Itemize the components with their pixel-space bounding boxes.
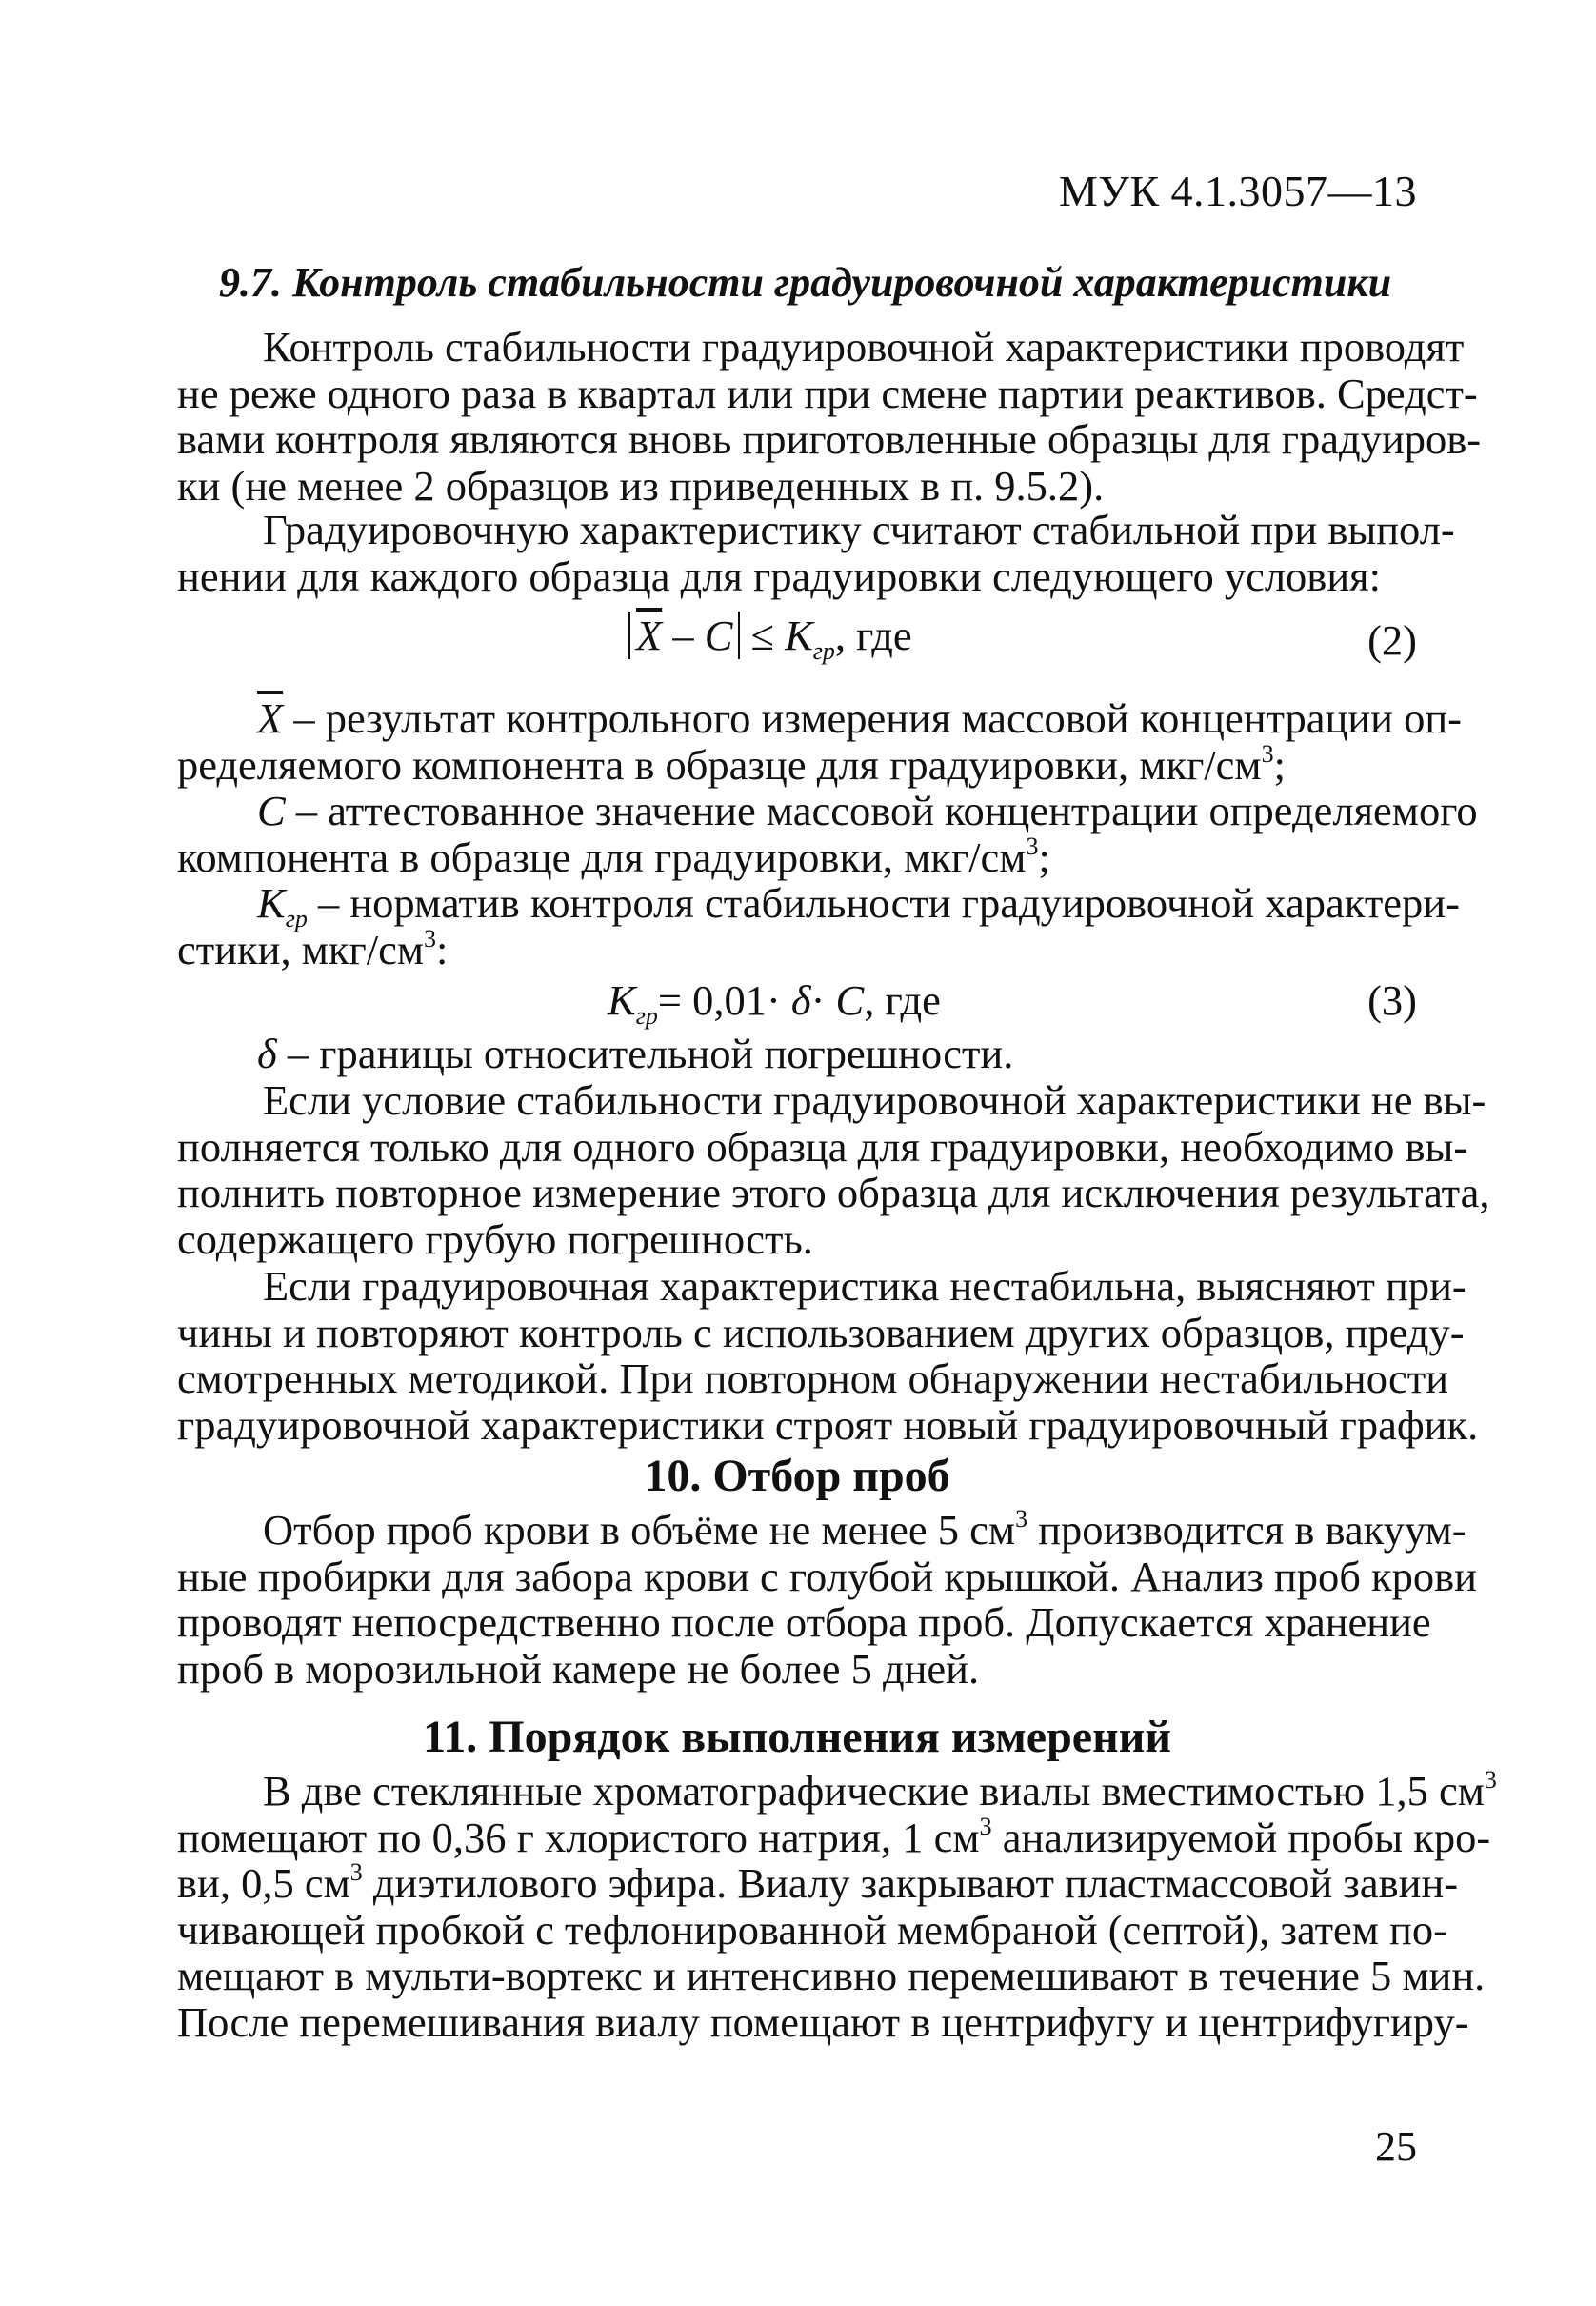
- text-line: ви, 0,5 $см^3$ диэтилового эфира. Виалу закрывают пластмассовой завин-: [177, 1858, 1459, 1907]
- text-line: проб в морозильной камере не более 5 дней.: [177, 1644, 980, 1693]
- text-line: Отбор проб крови в объёме не менее 5 $см^3$ производится в вакуум-: [263, 1505, 1466, 1554]
- text-line: компонента в образце для градуировки, мкг/$см^3$;: [177, 832, 1050, 881]
- section-title-11: 11. Порядок выполнения измерений: [422, 1712, 1172, 1762]
- text-line: В две стеклянные хроматографические виалы вместимостью 1,5 $см^3$: [263, 1766, 1497, 1815]
- absolute-value: $\overline{X}$ – C: [628, 612, 740, 659]
- paragraph-stability-control: [177, 323, 1482, 510]
- text-line: ки (не менее 2 образцов из приведенных в п. 9.5.2).: [177, 461, 1105, 510]
- formula-2-expression: $\overline{X} - C \le K_{гр}$, где: [628, 612, 912, 659]
- text-line: полняется только для одного образца для градуировки, необходимо вы-: [177, 1122, 1468, 1171]
- text-line: C – аттестованное значение массовой концентрации определяемого: [257, 787, 1478, 834]
- text-line: Градуировочную характеристику считают стабильной при выпол-: [263, 506, 1455, 553]
- section-title-10: 10. Отбор проб: [644, 1451, 950, 1501]
- definition-k: [177, 879, 1460, 973]
- text-line: Если градуировочная характеристика нестабильна, выясняют при-: [263, 1262, 1466, 1310]
- text-line: помещают по 0,36 г хлористого натрия, 1 $см^3$ анализируемой пробы кро-: [177, 1812, 1491, 1861]
- formula-3-number: (3): [1367, 976, 1417, 1024]
- text-line: вами контроля являются вновь приготовленные образцы для градуиров-: [177, 415, 1482, 463]
- definition-delta: [177, 1031, 1417, 1077]
- paragraph-stability-condition: [177, 506, 1455, 600]
- document-code: МУК 4.1.3057—13: [1058, 167, 1417, 215]
- formula-2: [177, 612, 1417, 665]
- text-line: содержащего грубую погрешность.: [177, 1214, 813, 1263]
- definition-x: [177, 694, 1462, 789]
- text-line: смотренных методикой. При повторном обнаружении нестабильности: [177, 1354, 1449, 1402]
- text-line: После перемешивания виалу помещают в центрифугу и центрифугиру-: [177, 1997, 1469, 2046]
- text-line: $\overline{X}$ – результат контрольного измерения массовой концентрации оп-: [257, 694, 1462, 742]
- paragraph-sampling: [177, 1505, 1477, 1693]
- definition-c: [177, 787, 1478, 881]
- text-line: чины и повторяют контроль с использованием других образцов, преду-: [177, 1308, 1465, 1356]
- text-line: не реже одного раза в квартал или при смене партии реактивов. Средст-: [177, 369, 1478, 417]
- paragraph-unstable: [177, 1262, 1479, 1449]
- text-line: мещают в мульти-вортекс и интенсивно перемешивают в течение 5 мин.: [177, 1952, 1486, 1999]
- text-line: ределяемого компонента в образце для градуировки, мкг/$см^3$;: [177, 739, 1286, 789]
- text-line: Контроль стабильности градуировочной характеристики проводят: [263, 323, 1465, 371]
- document-page: [177, 0, 1497, 2306]
- text-line: δ – границы относительной погрешности.: [257, 1030, 1014, 1077]
- text-line: чивающей пробкой с тефлонированной мембраной (септой), затем по-: [177, 1905, 1447, 1954]
- formula-3: [177, 975, 1417, 1030]
- text-line: ные пробирки для забора крови с голубой крышкой. Анализ проб крови: [177, 1552, 1477, 1600]
- text-line: стики, мкг/$см^3$:: [177, 924, 449, 973]
- formula-3-expression: $K_{гр}= 0,01\cdot \delta\cdot C$, где: [608, 976, 941, 1030]
- page-number: 25: [1375, 2123, 1417, 2170]
- paragraph-measurement: [177, 1766, 1497, 2046]
- paragraph-single-sample: [177, 1076, 1490, 1263]
- text-line: проводят непосредственно после отбора проб. Допускается хранение: [177, 1598, 1431, 1646]
- subsection-title-9-7: 9.7. Контроль стабильности градуировочной характеристики: [219, 259, 1392, 306]
- text-line: полнить повторное измерение этого образца для исключения результата,: [177, 1169, 1490, 1216]
- text-line: $K_{гр}$ – норматив контроля стабильности градуировочной характери-: [257, 879, 1460, 932]
- formula-2-number: (2): [1367, 616, 1417, 664]
- text-line: градуировочной характеристики строят новый градуировочный график.: [177, 1400, 1479, 1449]
- text-line: Если условие стабильности градуировочной характеристики не вы-: [263, 1076, 1486, 1124]
- text-line: нении для каждого образца для градуировки следующего условия:: [177, 551, 1381, 600]
